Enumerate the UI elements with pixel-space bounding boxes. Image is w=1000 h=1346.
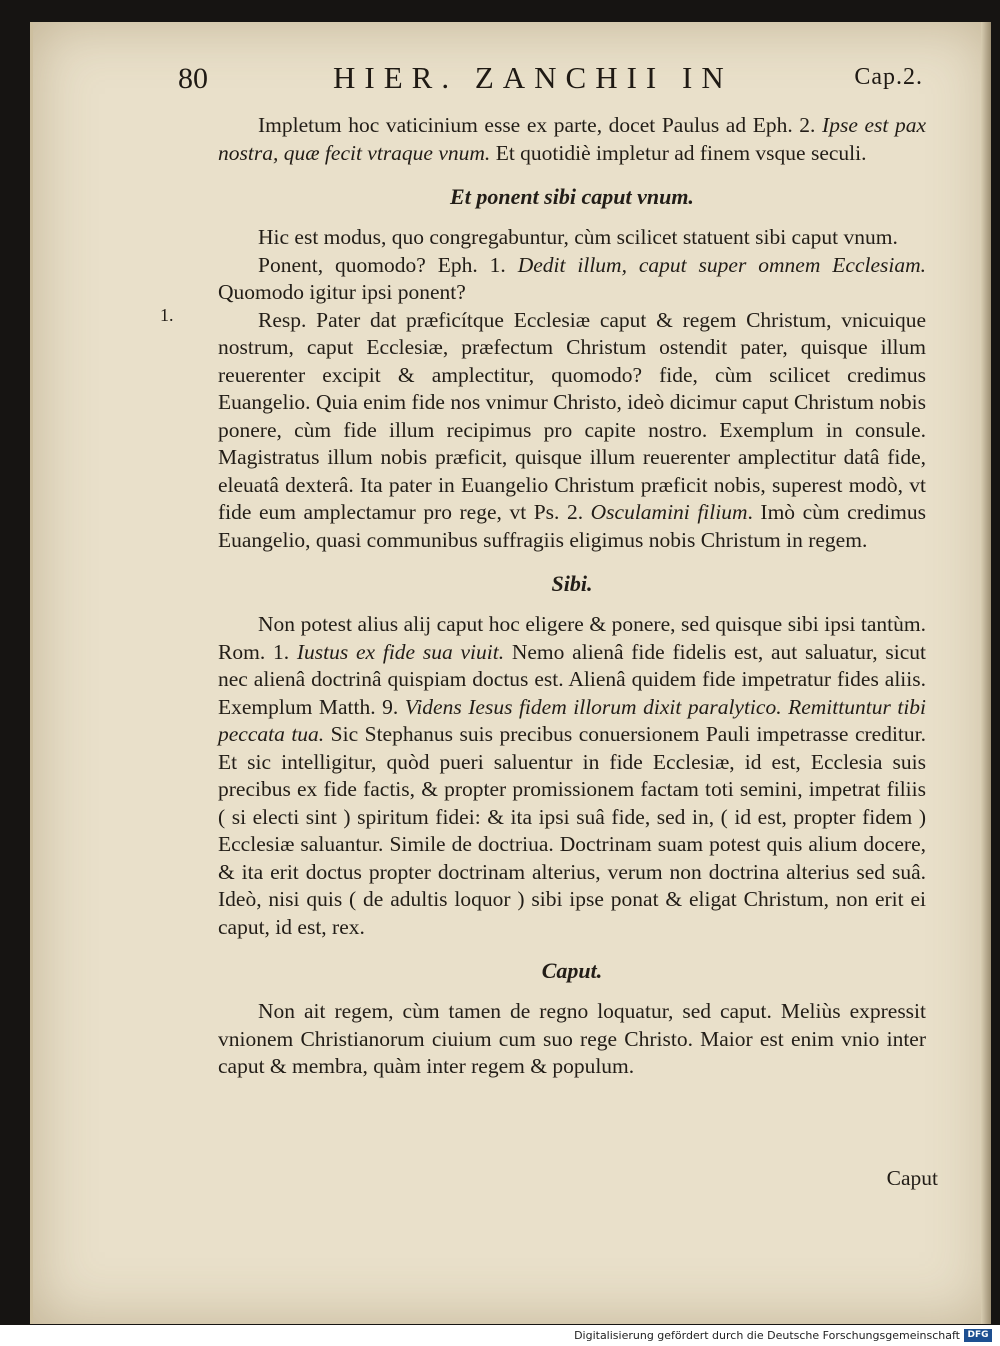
running-head [178, 58, 923, 108]
paragraph-3: Ponent, quomodo? Eph. 1. Dedit illum, caput super omnem Ecclesiam. Quomodo igitur ipsi ponent? [218, 252, 926, 304]
page-edge [981, 22, 991, 1324]
section-heading-et-ponent: Et ponent sibi caput vnum. [450, 184, 694, 209]
quote-eph: Ipse est pax nostra, quæ fecit vtraque vnum. [218, 113, 927, 165]
margin-note: 1. [160, 305, 174, 325]
section-heading-caput: Caput. [541, 958, 603, 983]
chapter-label: Cap.2. [854, 64, 923, 90]
quote-dedit: Dedit illum, caput super omnem Ecclesiam. [517, 252, 926, 277]
running-head-title: HIER. ZANCHII IN [333, 60, 733, 95]
footer-credit: Digitalisierung gefördert durch die Deutsche Forschungsgemeinschaft [574, 1329, 960, 1342]
section-heading-sibi: Sibi. [551, 571, 593, 596]
quote-osculamini: Osculamini filium [590, 500, 748, 524]
paragraph-5: Non potest alius alij caput hoc eligere & ponere, sed quisque sibi ipsi tantùm. Rom. 1. Iustus ex fide sua viuit. Nemo alienâ fide fidelis est, aut saluatur, sicut nec alienâ doctrinâ quispiam doctus est. Alienâ quidem fide impetratur fides aliis. Exemplum Matth. 9. Videns Iesus fidem illorum dixit paralytico. Remittuntur tibi peccata tua. Sic Stephanus suis precibus conuersionem Pauli impetrasse creditur. Et sic intelligitur, quòd pueri saluentur in fide Ecclesiæ, id est, Ecclesia suis precibus ex fide factis, & propter promissionem factam toti semini, impetrat filiis ( si electi sint ) spiritum fidei: & ita ipsi suâ fide, sed in, ( id est, propter fidem ) Ecclesiæ saluantur. Simile de doctriua. Doctrinam suam potest quis alium docere, & ita erit doctus propter doctrinam alterius, verum non doctrina alterius sed suâ. Ideò, nisi quis ( de adultis loquor ) sibi ipse ponat & eligat Christum, non erit ei caput, id est, rex. [218, 612, 927, 939]
paragraph-2: Hic est modus, quo congregabuntur, cùm scilicet statuent sibi caput vnum. [258, 225, 898, 249]
paragraph-4: Resp. Pater dat præficítque Ecclesiæ caput & regem Christum, vnicuique nostrum, caput Ecclesiæ, præfectum Christum ostendit pater, quisque illum reuerenter excipit & amplectitur, quomodo? fide, cùm scilicet credimus Euangelio. Quia enim fide nos vnimur Christo, ideò dicimur caput Christum nobis ponere, cùm fide illum recipimus pro capite nostro. Exemplum in consule. Magistratus illum nobis præficit, quisque illum reuerenter amplectitur datâ fide, eleuatâ dexterâ. Ita pater in Euangelio Christum præficit nobis, superest modò, vt fide eum amplectamur pro rege, vt Ps. 2. Osculamini filium. Imò cùm credimus Euangelio, quasi communibus suffragiis eligimus nobis Christum in regem. [218, 307, 926, 552]
body-text [218, 112, 926, 1081]
quote-videns: Videns Iesus fidem illorum dixit paralytico. Remittuntur tibi peccata tua. [218, 694, 927, 746]
catchword: Caput [886, 1166, 938, 1190]
paragraph-6: Non ait regem, cùm tamen de regno loquatur, sed caput. Meliùs expressit vnionem Christianorum ciuium cum suo rege Christo. Maior est enim vnio inter caput & membra, quàm inter regem & populum. [218, 999, 926, 1078]
paragraph-1: Impletum hoc vaticinium esse ex parte, docet Paulus ad Eph. 2. Ipse est pax nostra, quæ fecit vtraque vnum. Et quotidiè impletur ad finem vsque seculi. [218, 113, 927, 165]
quote-iustus: Iustus ex fide sua viuit. [296, 639, 505, 664]
dfg-logo-icon: DFG [964, 1329, 992, 1342]
page-number: 80 [178, 62, 208, 95]
footer-bar [0, 1325, 1000, 1346]
